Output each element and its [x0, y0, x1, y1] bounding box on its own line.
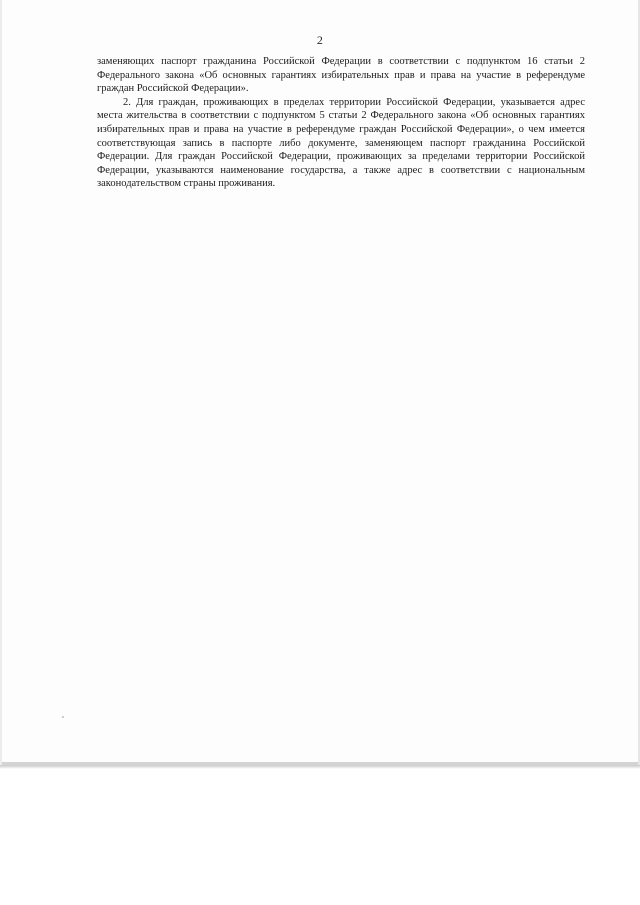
page-bottom-shadow — [0, 765, 640, 769]
paragraph-item-2: 2. Для граждан, проживающих в пределах территории Российской Федерации, указывается адрес места жительства в соответствии с подпунктом 5 статьи 2 Федерального закона «Об основных гарантиях избирательных прав и права на участие в референдуме граждан Российской Федерации», о чем имеется соответствующая запись в паспорте либо документе, заменяющем паспорт гражданина Российской Федерации. Для граждан Российской Федерации, проживающих за пределами территории Российской Федерации, указываются наименование государства, а также адрес в соответствии с национальным законодательством страны проживания. — [97, 96, 585, 190]
page-left-edge — [0, 0, 2, 765]
document-body — [97, 55, 585, 191]
page-number: 2 — [316, 33, 324, 47]
paragraph-continuation: заменяющих паспорт гражданина Российской Федерации в соответствии с подпунктом 16 статьи 2 Федерального закона «Об основных гарантиях избирательных прав и права на участие в референдуме граждан Российской Федерации». — [97, 56, 585, 95]
scan-speck — [62, 716, 64, 718]
